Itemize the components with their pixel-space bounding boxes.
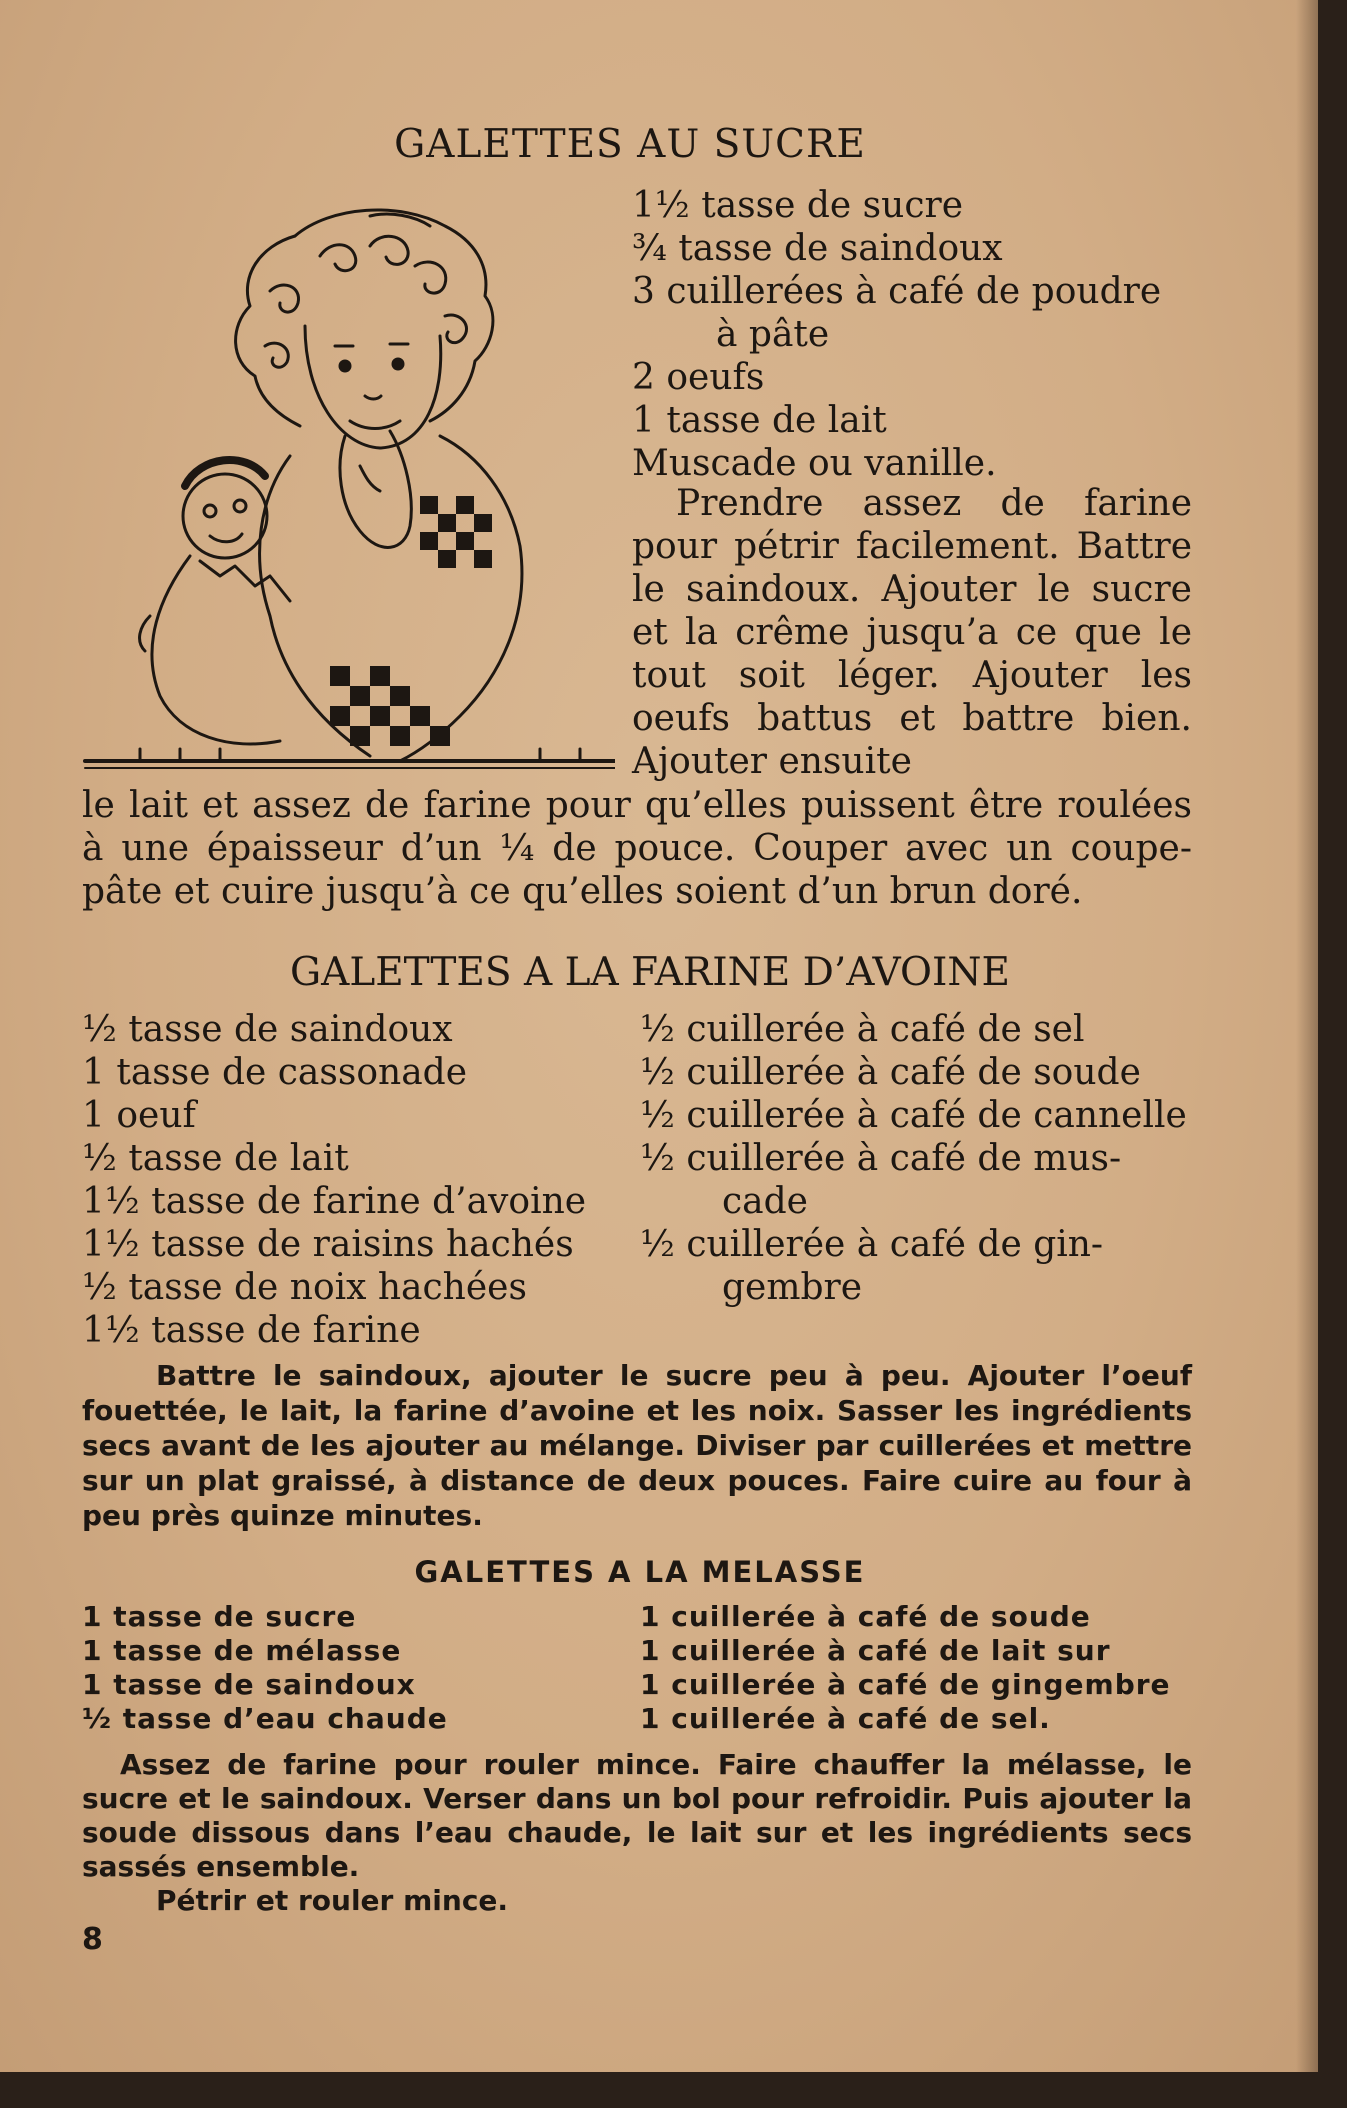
- recipe1-ingredient: Muscade ou vanille.: [632, 443, 997, 484]
- recipe1-ingredient: 2 oeufs: [632, 357, 765, 398]
- recipe2-instructions: Battre le saindoux, ajouter le sucre peu à peu. Ajouter l’oeuf fouettée, le lait, la farine d’avoine et les noix. Sasser les ingrédients secs avant de les ajouter au mélange. Diviser par cuillerées et mettre sur un plat graissé, à distance de deux pouces. Faire cuire au four à peu près quinze minutes.: [82, 1359, 1192, 1532]
- recipe3-instructions-2: Pétrir et rouler mince.: [156, 1884, 509, 1917]
- recipe1-ingredient: 1 tasse de lait: [632, 400, 887, 441]
- recipe2-ingredient: gembre: [722, 1267, 863, 1308]
- recipe1-ingredient: à pâte: [716, 314, 830, 355]
- recipe1-ingredient: 3 cuillerées à café de poudre: [632, 271, 1162, 312]
- recipe3-ingredients-left: [82, 1600, 448, 1736]
- recipe2-ingredient: 1½ tasse de farine: [82, 1310, 421, 1351]
- recipe2-ingredient: ½ tasse de noix hachées: [82, 1267, 527, 1308]
- recipe3-instructions: Assez de farine pour rouler mince. Faire chauffer la mélasse, le sucre et le saindoux. Verser dans un bol pour refroidir. Puis ajouter la soude dissous dans l’eau chaude, le lait sur et les ingrédients secs sassés ensemble.: [82, 1748, 1192, 1883]
- recipe2-ingredient: ½ cuillerée à café de mus-: [640, 1138, 1122, 1179]
- recipe3-ingredient: 1 cuillerée à café de soude: [640, 1600, 1091, 1633]
- recipe3-ingredient: 1 tasse de sucre: [82, 1600, 357, 1633]
- recipe1-ingredient: ¾ tasse de saindoux: [632, 228, 1003, 269]
- recipe3-ingredient: 1 cuillerée à café de sel.: [640, 1702, 1051, 1735]
- recipe1-instructions-wide: le lait et assez de farine pour qu’elles puissent être roulées à une épaisseur d’un ¼ de pouce. Couper avec un coupe-pâte et cuire jusqu’à ce qu’elles soient d’un brun doré.: [82, 785, 1192, 912]
- recipe2-ingredient: ½ tasse de lait: [82, 1138, 349, 1179]
- child-with-doll-illustration: [80, 196, 615, 786]
- recipe2-ingredient: 1½ tasse de raisins hachés: [82, 1224, 574, 1265]
- recipe3-ingredients-right: [640, 1600, 1171, 1736]
- recipe2-ingredient: ½ cuillerée à café de soude: [640, 1052, 1141, 1093]
- recipe2-ingredient: ½ cuillerée à café de gin-: [640, 1224, 1104, 1265]
- recipe2-ingredient: ½ tasse de saindoux: [82, 1009, 453, 1050]
- recipe2-ingredient: 1 oeuf: [82, 1095, 196, 1136]
- recipe3-ingredient: 1 cuillerée à café de gingembre: [640, 1668, 1171, 1701]
- recipe-title-avoine: GALETTES A LA FARINE D’AVOINE: [290, 950, 1010, 995]
- recipe2-ingredient: 1 tasse de cassonade: [82, 1052, 468, 1093]
- recipe2-ingredients-right: [640, 1008, 1187, 1309]
- recipe-title-melasse: GALETTES A LA MELASSE: [414, 1555, 866, 1589]
- recipe1-ingredient: 1½ tasse de sucre: [632, 185, 963, 226]
- page-number: 8: [82, 1922, 103, 1957]
- recipe3-ingredient: 1 cuillerée à café de lait sur: [640, 1634, 1111, 1667]
- recipe3-ingredient: ½ tasse d’eau chaude: [82, 1702, 448, 1735]
- page-edge-shadow: [1296, 0, 1318, 2072]
- recipe2-ingredient: ½ cuillerée à café de cannelle: [640, 1095, 1187, 1136]
- recipe3-ingredient: 1 tasse de mélasse: [82, 1634, 402, 1667]
- recipe1-instructions-narrow: Prendre assez de farine pour pétrir facilement. Battre le saindoux. Ajouter le sucre et la crême jusqu’a ce que le tout soit léger. Ajouter les oeufs battus et battre bien. Ajouter ensuite: [632, 483, 1192, 782]
- recipe-title-sucre: GALETTES AU SUCRE: [394, 122, 866, 167]
- recipe2-ingredient: ½ cuillerée à café de sel: [640, 1009, 1085, 1050]
- recipe2-ingredients-left: [82, 1008, 586, 1352]
- recipe3-ingredient: 1 tasse de saindoux: [82, 1668, 416, 1701]
- recipe2-ingredient: 1½ tasse de farine d’avoine: [82, 1181, 587, 1222]
- recipe2-ingredient: cade: [722, 1181, 808, 1222]
